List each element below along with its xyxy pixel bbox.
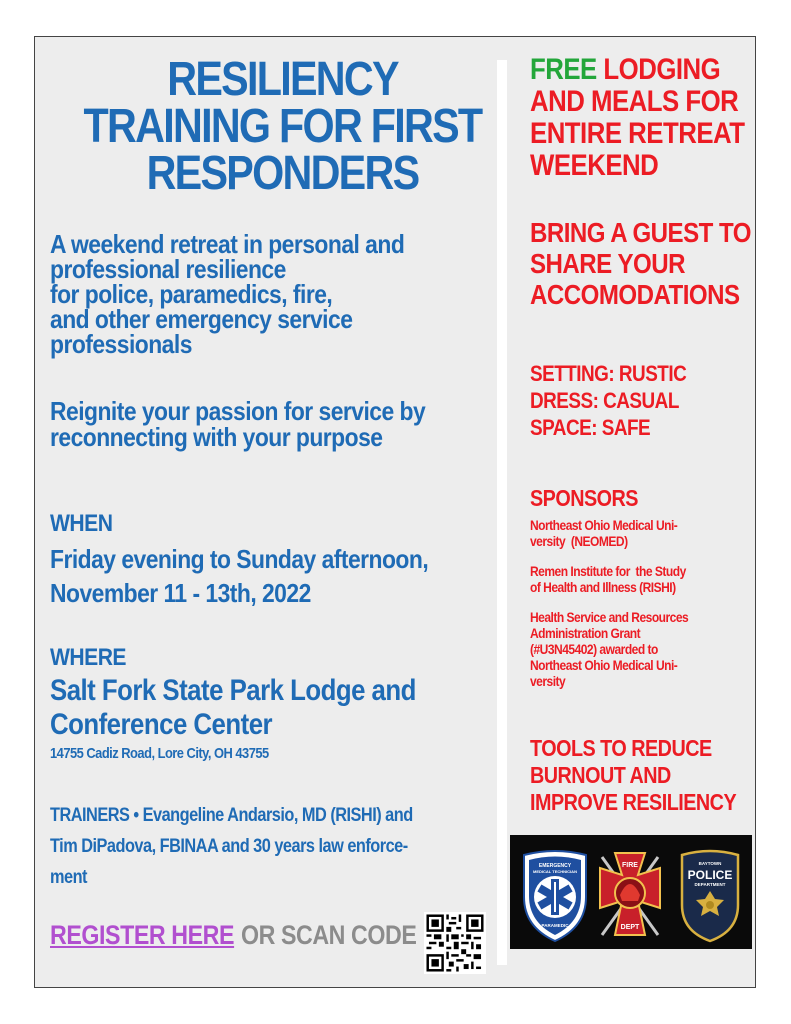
guest-line: ACCOMODATIONS [530,279,740,310]
ems-bottom-text: PARAMEDIC [541,923,569,928]
tools-line: IMPROVE RESILIENCY [530,789,737,815]
flyer-title [83,53,483,200]
ems-top-text: EMERGENCY [538,863,572,869]
free-line: WEEKEND [530,149,659,182]
register-link[interactable]: REGISTER HERE [50,920,235,950]
sponsor-line: Administration Grant [530,625,641,641]
responder-badges [510,835,752,949]
intro-line: and other emergency service [50,304,353,334]
police-badge-icon [682,851,738,941]
where-label: WHERE [50,644,126,671]
police-big-text: POLICE [687,868,733,882]
reignite-text [50,398,508,450]
sponsor-line: Northeast Ohio Medical Uni- [530,657,678,673]
tools-line: TOOLS TO REDUCE [530,735,712,761]
fire-badge-icon [600,853,660,935]
guest-line: BRING A GUEST TO [530,217,751,248]
title-line: RESPONDERS [146,147,419,200]
where-line: Salt Fork State Park Lodge and [50,674,416,707]
free-lodging-text [530,54,754,182]
register-row [50,920,416,951]
trainers-line: TRAINERS • Evangeline Andarsio, MD (RISHI) and [50,805,413,826]
reignite-line: reconnecting with your purpose [50,422,383,452]
tools-line: BURNOUT AND [530,762,671,788]
where-value [50,674,416,742]
title-line: TRAINING FOR FIRST [83,100,482,153]
where-line: Conference Center [50,708,273,741]
fire-top-text: FIRE [622,862,638,869]
sponsor-line: versity (NEOMED) [530,533,628,549]
trainers-text [50,800,497,893]
badges-graphic [510,835,752,949]
qr-code-icon [424,912,486,974]
column-divider [497,60,507,965]
guest-text [530,217,754,310]
ems-mid-text: MEDICAL TECHNICIAN [533,869,577,874]
sponsor-item [530,563,755,595]
sponsor-item [530,517,755,549]
scan-code-label: OR SCAN CODE [240,920,417,950]
sponsors-heading: SPONSORS [530,485,638,511]
free-line: ENTIRE RETREAT [530,117,745,150]
setting-line: SPACE: SAFE [530,415,651,440]
sponsor-line: of Health and Illness (RISHI) [530,579,676,595]
when-label: WHEN [50,510,113,537]
sponsor-line: versity [530,673,566,689]
sponsor-line: (#U3N45402) awarded to [530,641,658,657]
intro-text [50,229,508,359]
reignite-line: Reignite your passion for service by [50,396,426,426]
venue-address: 14755 Cadiz Road, Lore City, OH 43755 [50,745,269,762]
sponsor-line: Remen Institute for the Study [530,563,686,579]
free-word: FREE [530,53,597,86]
free-rest: LODGING [596,53,721,86]
intro-line: professional resilience [50,254,286,284]
guest-line: SHARE YOUR [530,248,685,279]
setting-text [530,360,754,441]
free-line: AND MEALS FOR [530,85,739,118]
sponsor-line: Health Service and Resources [530,609,689,625]
fire-bottom-text: DEPT [620,924,640,931]
title-line: RESILIENCY [167,53,398,106]
trainers-line: ment [50,867,87,888]
intro-line: professionals [50,329,192,359]
free-line [530,54,754,86]
when-line: November 11 - 13th, 2022 [50,578,311,608]
qr-code[interactable] [424,912,486,974]
ems-badge-icon [524,851,586,941]
when-value [50,542,428,610]
sponsor-item [530,609,755,689]
intro-line: A weekend retreat in personal and [50,229,405,259]
setting-line: SETTING: RUSTIC [530,361,687,386]
when-line: Friday evening to Sunday afternoon, [50,544,429,574]
police-small-text: BAYTOWN [698,861,722,866]
tools-text [530,735,754,816]
trainers-line: Tim DiPadova, FBINAA and 30 years law enforce- [50,836,408,857]
sponsor-line: Northeast Ohio Medical Uni- [530,517,678,533]
intro-line: for police, paramedics, fire, [50,279,333,309]
setting-line: DRESS: CASUAL [530,388,679,413]
police-sub-text: DEPARTMENT [694,882,726,887]
